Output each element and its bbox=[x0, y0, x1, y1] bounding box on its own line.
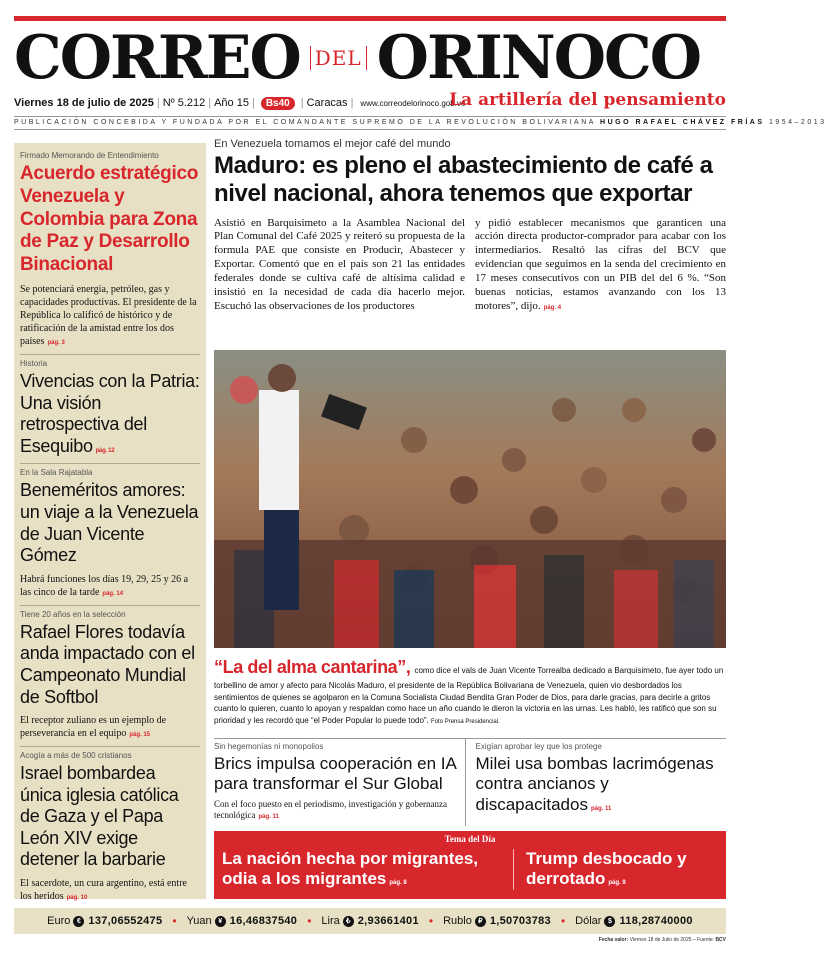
story-headline[interactable]: Beneméritos amores: un viaje a la Venezuela de Juan Vicente Gómez bbox=[20, 480, 199, 566]
lead-headline[interactable]: Maduro: es pleno el abastecimiento de café a nivel nacional, ahora tenemos que exportar bbox=[214, 152, 713, 208]
sidebar-story-acuerdo[interactable] bbox=[20, 147, 200, 355]
currency-value: 2,93661401 bbox=[357, 915, 419, 927]
tema-headline: Trump desbocado y derrotado bbox=[526, 849, 687, 889]
yuan-icon: ¥ bbox=[215, 916, 226, 927]
footnote-text: Viernes 18 de Julio de 2025 – Fuente: bbox=[629, 937, 715, 943]
story-headline[interactable]: Israel bombardea única iglesia católica de Gaza y el Papa León XIV exige detener la barbarie bbox=[20, 763, 179, 870]
ticker-yuan bbox=[187, 915, 298, 927]
issue-info-bar: Viernes 18 de julio de 2025 | Nº 5.212 | Año 15 | Bs40 | Caracas | www.correodelorinoco.gob.ve La artillería del pensamiento bbox=[14, 90, 726, 110]
story-summary-text: Se potenciará energía, petróleo, gas y capacidades productivas. El presidente de la República lo calificó de histórico y de ratificación de la amistad entre los dos países bbox=[20, 283, 197, 347]
story-headline[interactable]: Brics impulsa cooperación en IA para transformar el Sur Global bbox=[214, 754, 456, 794]
sidebar-story-gaza[interactable] bbox=[20, 747, 200, 909]
currency-value: 1,50703783 bbox=[489, 915, 551, 927]
lead-photo bbox=[214, 350, 726, 648]
story-summary bbox=[20, 877, 200, 903]
lead-body-col1: Asistió en Barquisimeto a la Asamblea Nacional del Plan Comunal del Café 2025 y reiteró su propuesta de la formula PAE que consiste en Producir, Abastecer y Exportar. Comentó que en el país son 21 las entidades federales donde se cultiva café de altísima calidad e insistió en la necesidad de cada día hacerlo mejor. Escuchó las observaciones de los productores bbox=[214, 216, 465, 312]
ticker-euro bbox=[47, 915, 162, 927]
story-summary bbox=[20, 714, 200, 740]
price-badge: Bs40 bbox=[261, 97, 295, 110]
page-ref[interactable]: pág. 9 bbox=[608, 880, 626, 887]
currency-value: 16,46837540 bbox=[229, 915, 298, 927]
story-headline-text: Vivencias con la Patria: Una visión retrospectiva del Esequibo bbox=[20, 370, 200, 456]
masthead bbox=[14, 24, 726, 92]
currency-name: Dólar bbox=[575, 915, 602, 927]
currency-value: 118,28740000 bbox=[619, 915, 693, 927]
page-ref[interactable]: pág. 15 bbox=[129, 732, 151, 739]
story-headline[interactable]: Rafael Flores todavía anda impactado con el Campeonato Mundial de Softbol bbox=[20, 621, 195, 707]
bottom-stories bbox=[214, 738, 726, 826]
story-headline-text: Milei usa bombas lacrimógenas contra ancianos y discapacitados bbox=[475, 754, 714, 814]
story-brics[interactable] bbox=[214, 739, 465, 826]
story-kicker: Firmado Memorando de Entendimiento bbox=[20, 151, 159, 160]
footnote-label: Fecha valor: bbox=[598, 937, 629, 943]
photo-credit: Foto Prensa Presidencial. bbox=[431, 718, 500, 725]
page-ref[interactable]: pág. 11 bbox=[258, 814, 279, 821]
founder-line bbox=[14, 116, 827, 130]
story-kicker: Acogía a más de 500 cristianos bbox=[20, 751, 132, 761]
page-ref[interactable]: pág. 11 bbox=[590, 805, 612, 812]
page-ref[interactable]: pág. 10 bbox=[66, 895, 88, 902]
sidebar bbox=[14, 143, 206, 903]
story-summary bbox=[20, 283, 200, 348]
currency-ticker: Euro € 137,06552475 • Yuan ¥ 16,46837540 • Lira ₺ 2,93661401 • Rublo ₽ 1,50703783 • Dólar $ 118,28740000 bbox=[14, 908, 726, 934]
currency-name: Euro bbox=[47, 915, 71, 927]
page-ref[interactable]: pág. 8 bbox=[389, 880, 407, 887]
ticker-dolar bbox=[575, 915, 693, 927]
currency-name: Yuan bbox=[186, 915, 212, 927]
masthead-word-del: DEL bbox=[310, 46, 367, 70]
top-red-rule bbox=[14, 16, 726, 21]
footnote-source: BCV bbox=[715, 937, 726, 943]
tema-story-migrantes[interactable] bbox=[214, 849, 514, 890]
story-summary-text: Habrá funciones los días 19, 29, 25 y 26 a las cinco de la tarde bbox=[20, 573, 189, 598]
issue-date: Viernes 18 de julio de 2025 bbox=[14, 97, 154, 109]
page-ref[interactable]: pág. 4 bbox=[543, 304, 562, 311]
founder-text: PUBLICACIÓN CONCEBIDA Y FUNDADA POR EL COMANDANTE SUPREMO DE LA REVOLUCIÓN BOLIVARIANA bbox=[14, 119, 596, 126]
lead-body-col2 bbox=[475, 217, 726, 314]
story-kicker: Sin hegemonías ni monopolios bbox=[214, 742, 324, 751]
dollar-icon: $ bbox=[604, 916, 615, 927]
currency-name: Rublo bbox=[443, 915, 472, 927]
founder-years: 1954–2013 bbox=[768, 119, 827, 126]
tema-story-trump[interactable] bbox=[514, 849, 726, 890]
story-summary bbox=[20, 573, 200, 599]
page-ref[interactable]: pág. 12 bbox=[95, 447, 115, 454]
page-ref[interactable]: pág. 14 bbox=[102, 590, 124, 597]
sidebar-story-esequibo[interactable] bbox=[20, 355, 200, 464]
story-milei[interactable] bbox=[465, 739, 727, 826]
lira-icon: ₺ bbox=[343, 916, 354, 927]
ticker-lira bbox=[321, 915, 418, 927]
slogan: La artillería del pensamiento bbox=[449, 90, 726, 110]
story-summary-text: El receptor zuliano es un ejemplo de perseverancia en el equipo bbox=[20, 715, 167, 740]
masthead-word-correo: CORREO bbox=[14, 23, 300, 93]
story-headline[interactable] bbox=[20, 371, 200, 457]
photo-caption bbox=[214, 654, 726, 727]
story-summary-text: Con el foco puesto en el periodismo, investigación y gobernanza tecnológica bbox=[214, 798, 447, 821]
founder-name: HUGO RAFAEL CHÁVEZ FRÍAS bbox=[600, 119, 765, 126]
story-kicker: En la Sala Rajatabla bbox=[20, 468, 93, 478]
caption-text: como dice el vals de Juan Vicente Torrealba dedicado a Barquisimeto, fue ayer todo un torbellino de amor y afecto para Nicolás Maduro, el presidente de la República Bolivariana de Venezuela, quien vio desbordados los sentimientos de quienes se agolparon en la Comuna Socialista Ciudad Bendita Gran Poder de Dios, para darle gracias, para decirle a gritos cuanto lo quieren, cuanto lo apoyan y respaldan como hace un año cuando le dieron la victoria en las urnas. Les habló, les ratificó que son su prioridad y les recordó que “el Poder Popular lo puede todo”. bbox=[214, 666, 724, 725]
sidebar-story-gomez[interactable] bbox=[20, 464, 200, 605]
story-kicker: Historia bbox=[20, 358, 48, 368]
lead-body bbox=[214, 217, 726, 314]
lead-story bbox=[214, 138, 726, 314]
issue-number: Nº 5.212 bbox=[162, 97, 206, 109]
site-url[interactable]: www.correodelorinoco.gob.ve bbox=[360, 98, 466, 108]
story-summary-text: El sacerdote, un cura argentino, está entre los heridos bbox=[20, 878, 187, 903]
masthead-word-orinoco: ORINOCO bbox=[376, 23, 700, 93]
tema-label: Tema del Día bbox=[444, 834, 496, 844]
sidebar-story-softbol[interactable] bbox=[20, 606, 200, 747]
story-headline[interactable]: Acuerdo estratégico Venezuela y Colombia para Zona de Paz y Desarrollo Binacional bbox=[20, 163, 199, 276]
ticker-footnote bbox=[599, 937, 726, 943]
caption-lead: “La del alma cantarina”, bbox=[214, 657, 411, 677]
crowd-photo-illustration bbox=[214, 350, 726, 648]
story-kicker: Exigían aprobar ley que los protege bbox=[475, 742, 602, 751]
tema-del-dia-box bbox=[214, 831, 726, 899]
lead-body-col2-text: y pidió establecer mecanismos que garanticen una acción directa productor-comprador para acabar con los intermediarios. Resaltó las cifras del BCV que evidencian que seguimos en la senda del crecimiento en 17 meses consecutivos con un PIB del del 6 %. “Son buenas noticias, estamos avanzando con los 13 motores”, dijo. bbox=[475, 216, 726, 312]
currency-value: 137,06552475 bbox=[88, 915, 163, 927]
currency-name: Lira bbox=[321, 915, 340, 927]
tema-headline: La nación hecha por migrantes, odia a los migrantes bbox=[222, 849, 479, 889]
story-kicker: Tiene 20 años en la selección bbox=[20, 609, 126, 619]
ruble-icon: ₽ bbox=[475, 916, 486, 927]
page-ref[interactable]: pág. 3 bbox=[47, 339, 65, 346]
story-headline[interactable] bbox=[476, 754, 723, 815]
ticker-rublo bbox=[443, 915, 551, 927]
lead-kicker: En Venezuela tomamos el mejor café del mundo bbox=[214, 138, 451, 150]
euro-icon: € bbox=[73, 916, 84, 927]
issue-city: Caracas bbox=[306, 97, 348, 109]
story-summary bbox=[214, 799, 461, 822]
issue-year: Año 15 bbox=[214, 97, 249, 109]
